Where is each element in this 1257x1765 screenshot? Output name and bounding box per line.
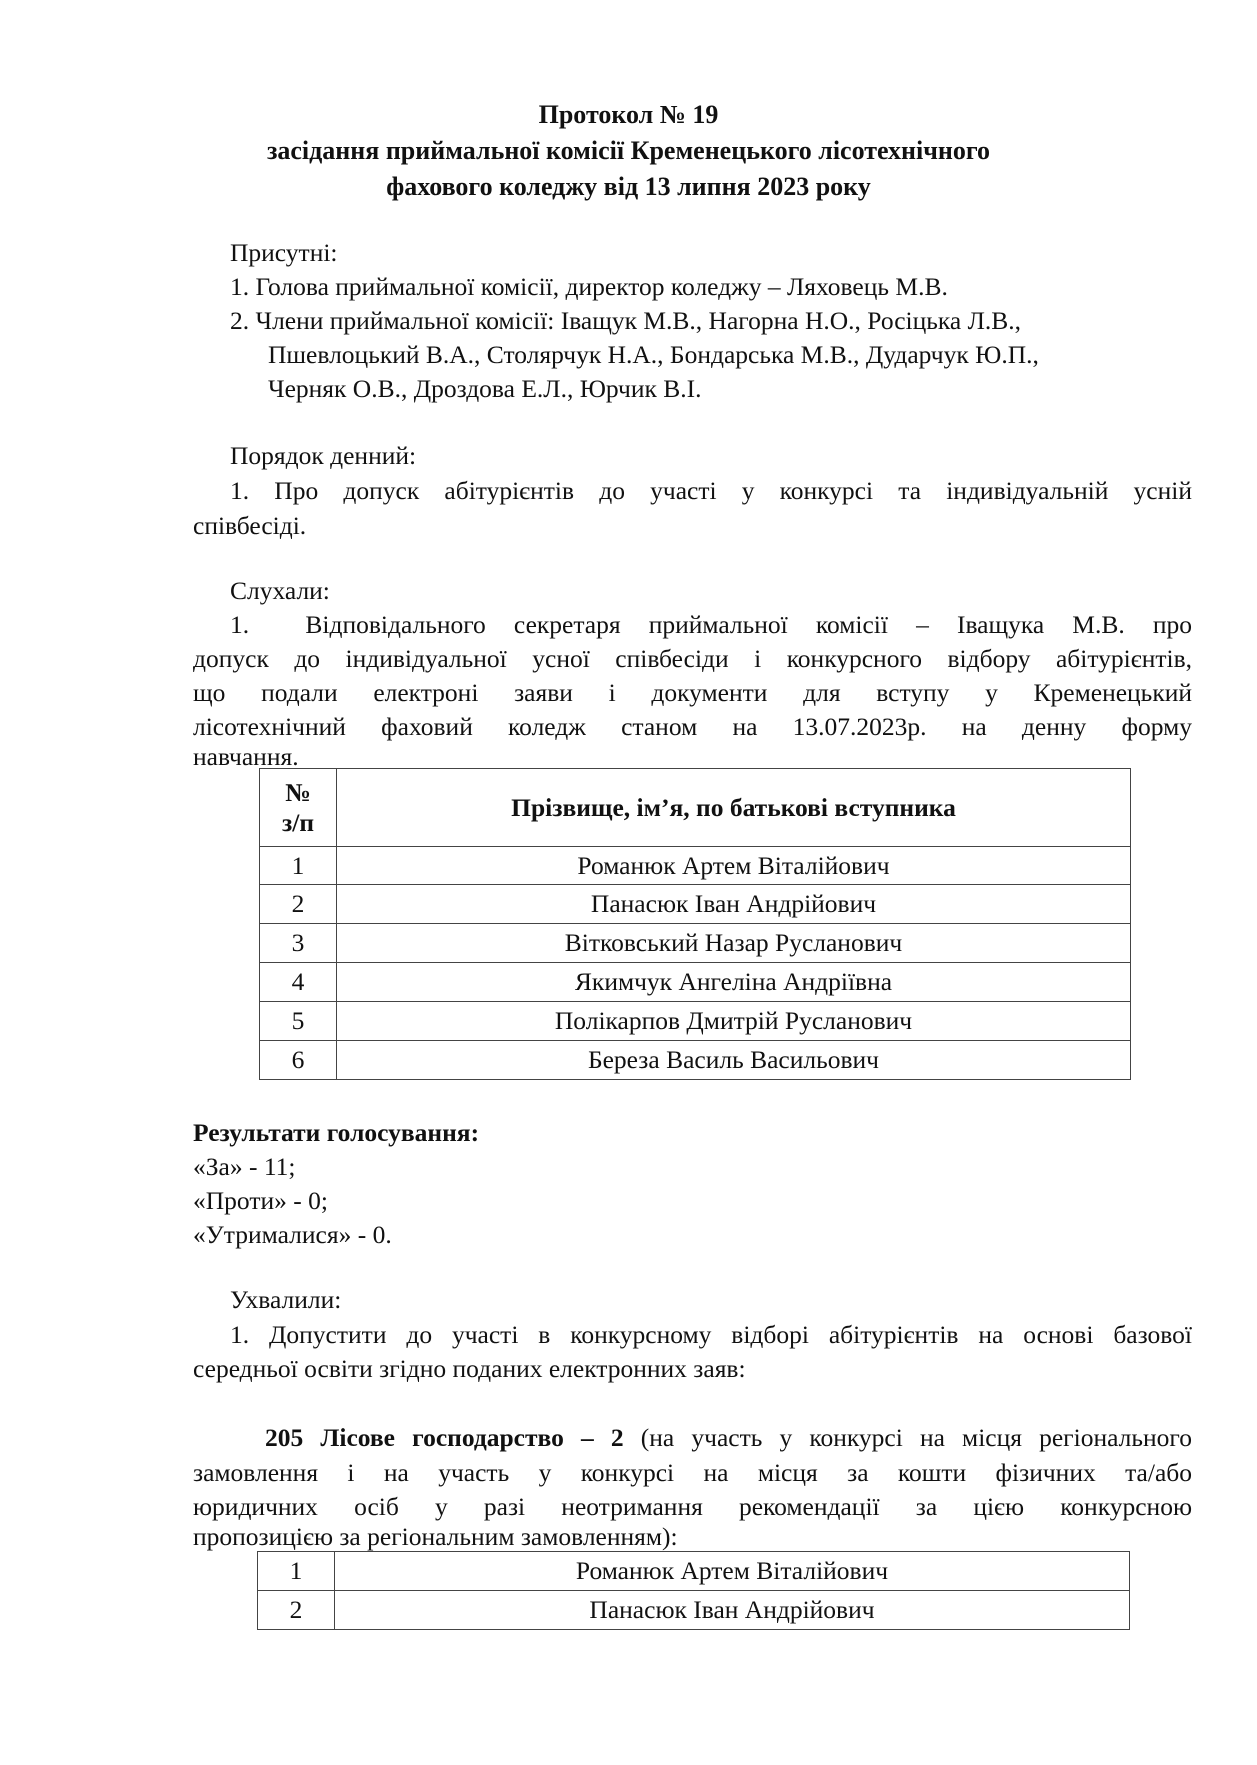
applicant-name: Панасюк Іван Андрійович [337, 885, 1131, 924]
resolved-heading: Ухвалили: [230, 1285, 342, 1314]
row-number: 6 [260, 1041, 337, 1080]
row-number: 1 [258, 1552, 335, 1591]
heard-line4: лісотехнічний фаховий коледж станом на 13.07.2023р. на денну форму [193, 712, 1192, 741]
vote-against: «Проти» - 0; [193, 1186, 328, 1215]
resolved-line1: 1. Допустити до участі в конкурсному відборі абітурієнтів на основі базової [230, 1320, 1192, 1349]
vote-heading: Результати голосування: [193, 1118, 480, 1147]
applicant-name: Романюк Артем Віталійович [337, 847, 1131, 885]
applicants-table-header [260, 769, 1131, 847]
present-heading: Присутні: [230, 238, 338, 267]
row-number: 3 [260, 924, 337, 963]
present-item-2-line2: Пшевлоцький В.А., Столярчук Н.А., Бондарська М.В., Дударчук Ю.П., [268, 340, 1039, 369]
col-number-symbol: № [285, 777, 311, 807]
heard-line3: що подали електроні заяви і документи для вступу у Кременецький [193, 678, 1192, 707]
table-row [260, 1041, 1131, 1080]
table-row [258, 1591, 1130, 1630]
present-item-2-line3: Черняк О.В., Дроздова Е.Л., Юрчик В.І. [268, 374, 702, 403]
applicant-name: Романюк Артем Віталійович [335, 1552, 1130, 1591]
col-number-abbr: з/п [281, 807, 315, 837]
protocol-title: Протокол № 19 [538, 100, 719, 129]
agenda-heading: Порядок денний: [230, 441, 417, 470]
table-row [260, 885, 1131, 924]
present-item-1: 1. Голова приймальної комісії, директор коледжу – Ляховець М.В. [230, 272, 948, 301]
agenda-line2: співбесіді. [193, 511, 307, 540]
specialty-line3: юридичних осіб у разі неотримання рекомендації за цією конкурсною [193, 1492, 1192, 1521]
specialty-name: 205 Лісове господарство – 2 [265, 1423, 624, 1452]
specialty-line2: замовлення і на участь у конкурсі на місця за кошти фізичних та/або [193, 1458, 1192, 1487]
admitted-table [257, 1551, 1130, 1630]
col-number-header [260, 769, 337, 847]
row-number: 4 [260, 963, 337, 1002]
row-number: 2 [260, 885, 337, 924]
heard-line5: навчання. [193, 742, 299, 771]
resolved-line2: середньої освіти згідно поданих електронних заяв: [193, 1354, 746, 1383]
col-name-header: Прізвище, ім’я, по батькові вступника [337, 769, 1131, 847]
applicant-name: Якимчук Ангеліна Андріївна [337, 963, 1131, 1002]
specialty-line1 [265, 1423, 1192, 1453]
specialty-line4: пропозицією за регіональним замовленням): [193, 1522, 678, 1551]
heard-line1: 1. Відповідального секретаря приймальної комісії – Іващука М.В. про [230, 610, 1192, 639]
applicant-name: Полікарпов Дмитрій Русланович [337, 1002, 1131, 1041]
applicant-name: Вітковський Назар Русланович [337, 924, 1131, 963]
row-number: 2 [258, 1591, 335, 1630]
heard-line2: допуск до індивідуальної усної співбесіди і конкурсного відбору абітурієнтів, [193, 644, 1192, 673]
vote-for: «За» - 11; [193, 1152, 296, 1181]
applicants-table [259, 768, 1131, 1080]
heard-heading: Слухали: [230, 576, 330, 605]
protocol-subtitle-line1: засідання приймальної комісії Кременецького лісотехнічного [266, 136, 991, 165]
table-row [260, 963, 1131, 1002]
row-number: 5 [260, 1002, 337, 1041]
table-row [260, 1002, 1131, 1041]
present-item-2-line1: 2. Члени приймальної комісії: Іващук М.В., Нагорна Н.О., Росіцька Л.В., [230, 306, 1022, 335]
table-row [260, 847, 1131, 885]
applicant-name: Береза Василь Васильович [337, 1041, 1131, 1080]
vote-abstained: «Утрималися» - 0. [193, 1220, 392, 1249]
protocol-subtitle-line2: фахового коледжу від 13 липня 2023 року [386, 172, 871, 201]
table-row [258, 1552, 1130, 1591]
agenda-line1: 1. Про допуск абітурієнтів до участі у конкурсі та індивідуальній усній [230, 476, 1192, 505]
table-row [260, 924, 1131, 963]
row-number: 1 [260, 847, 337, 885]
specialty-line1-rest: (на участь у конкурсі на місця регіонального [623, 1423, 1192, 1452]
applicant-name: Панасюк Іван Андрійович [335, 1591, 1130, 1630]
